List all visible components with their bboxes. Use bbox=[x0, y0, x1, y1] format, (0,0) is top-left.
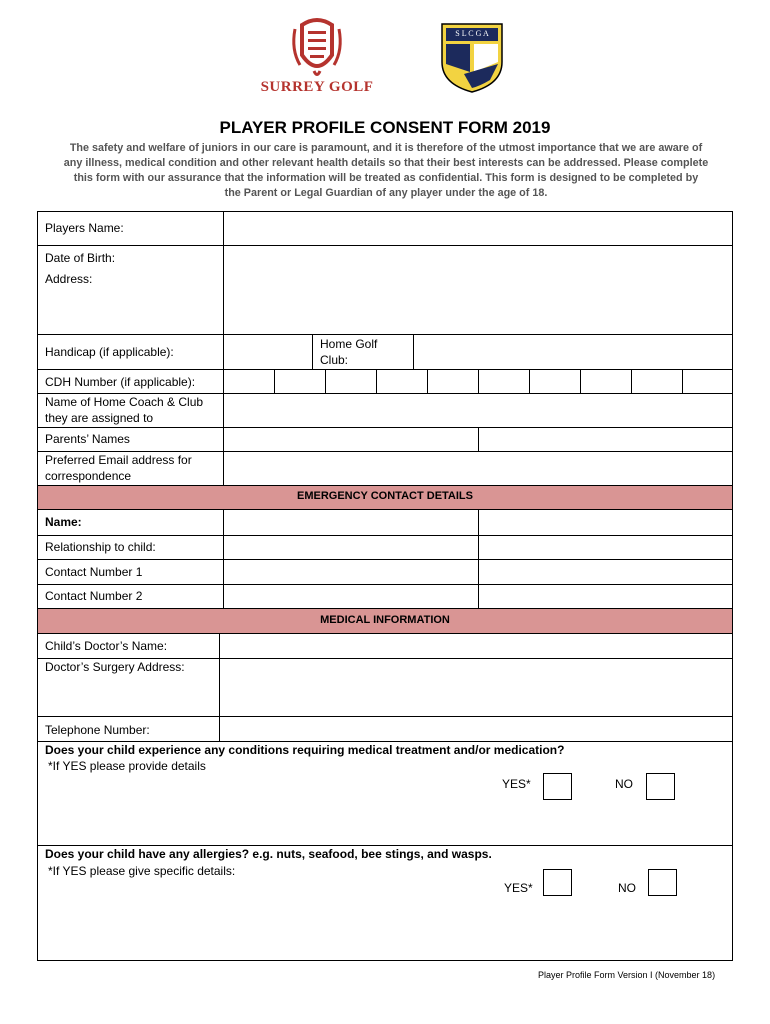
telephone-field[interactable] bbox=[220, 717, 732, 741]
surgery-address-field[interactable] bbox=[220, 659, 732, 716]
telephone-label: Telephone Number: bbox=[45, 723, 150, 737]
email-label: Preferred Email address for correspondence bbox=[45, 453, 192, 483]
address-field[interactable] bbox=[224, 269, 732, 334]
home-golf-club-label: Home Golf Club: bbox=[320, 337, 378, 367]
relationship-label: Relationship to child: bbox=[45, 540, 156, 554]
parent-1-field[interactable] bbox=[224, 428, 478, 451]
email-field[interactable] bbox=[224, 452, 732, 485]
allergies-question: Does your child have any allergies? e.g. nuts, seafood, bee stings, and wasps. bbox=[45, 847, 492, 861]
medical-no-label: NO bbox=[615, 777, 633, 791]
medical-yes-label: YES* bbox=[502, 777, 531, 791]
footer-version: Player Profile Form Version I (November 18) bbox=[538, 970, 716, 980]
address-label: Address: bbox=[45, 272, 93, 286]
allergies-yes-label: YES* bbox=[504, 881, 533, 895]
intro-line: this form with our assurance that the information will be treated as confidential. This form is designed to be completed by bbox=[73, 172, 699, 184]
handicap-field[interactable] bbox=[224, 335, 312, 369]
players-name-field[interactable] bbox=[224, 212, 732, 245]
emergency-name-label: Name: bbox=[45, 515, 82, 529]
medical-no-checkbox[interactable] bbox=[646, 773, 675, 800]
parent-2-field[interactable] bbox=[479, 428, 732, 451]
home-coach-label: Name of Home Coach & Club they are assigned to bbox=[45, 395, 204, 425]
home-coach-field[interactable] bbox=[224, 394, 732, 427]
intro-line: the Parent or Legal Guardian of any player under the age of 18. bbox=[224, 187, 548, 199]
slcga-shield-text: S L C G A bbox=[455, 29, 489, 38]
doctor-name-label: Child’s Doctor’s Name: bbox=[45, 639, 168, 653]
allergies-no-checkbox[interactable] bbox=[648, 869, 677, 896]
surgery-address-label: Doctor’s Surgery Address: bbox=[45, 660, 185, 674]
allergies-yes-checkbox[interactable] bbox=[543, 869, 572, 896]
medical-conditions-question: Does your child experience any conditions requiring medical treatment and/or medication? bbox=[45, 743, 565, 757]
home-golf-club-field[interactable] bbox=[414, 335, 732, 369]
intro-line: any illness, medical condition and other relevant health details so that their best interests can be addressed. Please complete bbox=[63, 157, 709, 169]
contact-number-1-label: Contact Number 1 bbox=[45, 565, 143, 579]
surrey-golf-wordmark: SURREY GOLF bbox=[260, 79, 374, 95]
cdh-number-label: CDH Number (if applicable): bbox=[45, 375, 196, 389]
dob-label: Date of Birth: bbox=[45, 251, 116, 265]
medical-yes-checkbox[interactable] bbox=[543, 773, 572, 800]
page-title: PLAYER PROFILE CONSENT FORM 2019 bbox=[219, 118, 551, 137]
doctor-name-field[interactable] bbox=[220, 634, 732, 658]
medical-heading: MEDICAL INFORMATION bbox=[320, 614, 450, 626]
allergies-no-label: NO bbox=[618, 881, 636, 895]
dob-field[interactable] bbox=[224, 246, 732, 268]
handicap-label: Handicap (if applicable): bbox=[45, 345, 174, 359]
emergency-heading: EMERGENCY CONTACT DETAILS bbox=[296, 490, 473, 502]
intro-line: The safety and welfare of juniors in our care is paramount, and it is therefore of the utmost importance that we are aware of bbox=[69, 142, 703, 154]
players-name-label: Players Name: bbox=[45, 221, 124, 235]
allergies-note: *If YES please give specific details: bbox=[48, 864, 236, 878]
contact-number-2-label: Contact Number 2 bbox=[45, 589, 143, 603]
parents-names-label: Parents’ Names bbox=[45, 432, 130, 446]
medical-conditions-note: *If YES please provide details bbox=[48, 759, 206, 773]
